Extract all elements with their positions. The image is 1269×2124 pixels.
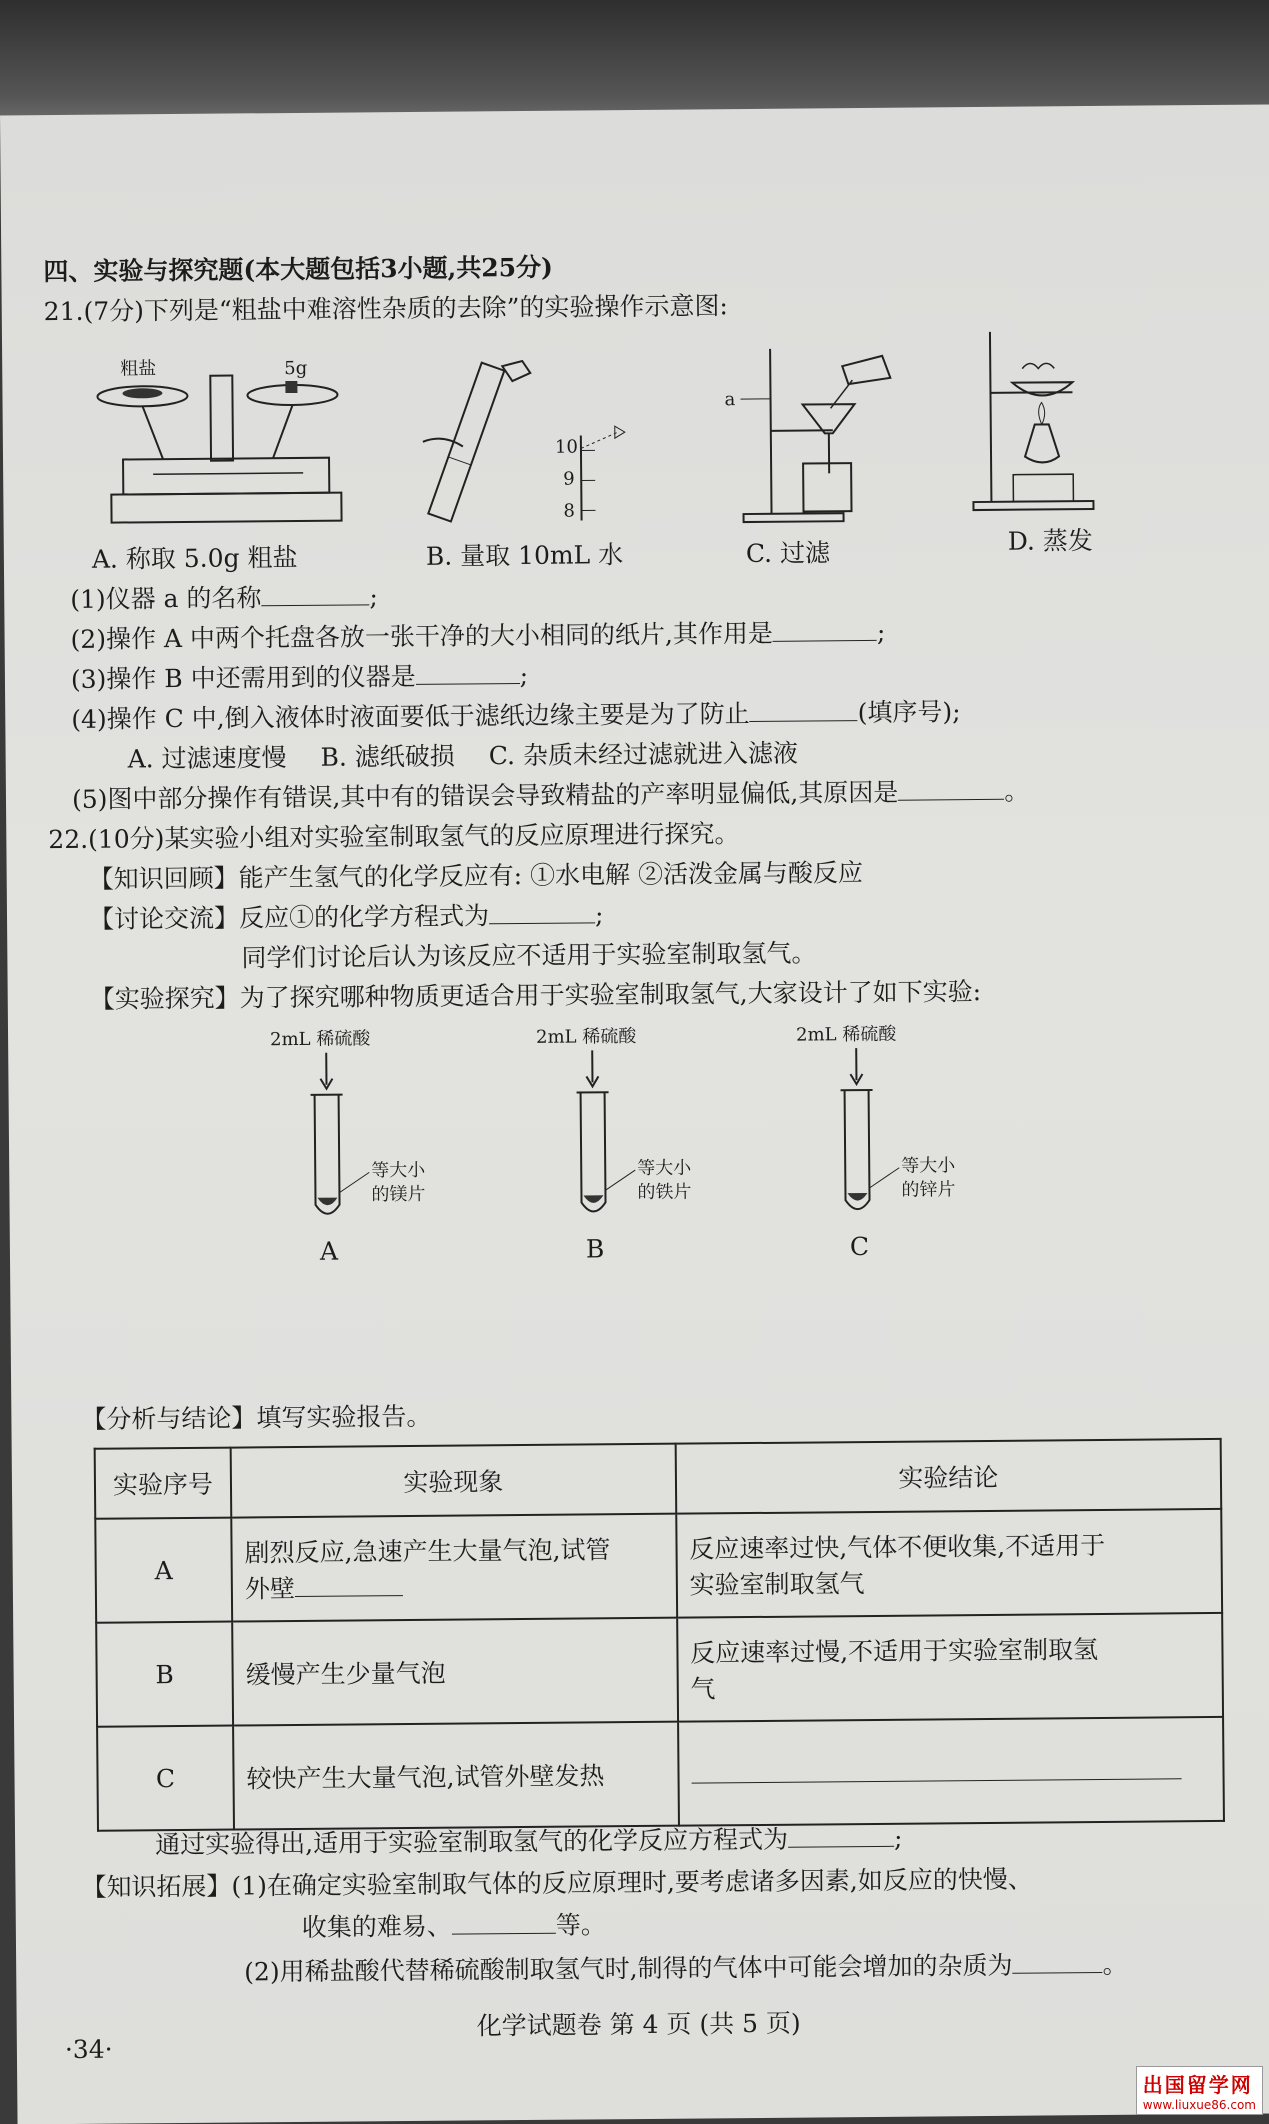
q22-discuss-end: ; — [595, 900, 604, 929]
q22-stem: 22.(10分)某实验小组对实验室制取氢气的反应原理进行探究。 — [48, 817, 739, 857]
q22-extension1b-text: 收集的难易、 — [302, 1912, 452, 1942]
scale-10: 10 — [555, 437, 578, 458]
tube-c-metal-l2: 的锌片 — [901, 1175, 955, 1201]
caption-d: D. 蒸发 — [1008, 524, 1093, 559]
caption-b: B. 量取 10mL 水 — [426, 538, 624, 574]
scale-8: 8 — [563, 501, 575, 522]
watermark-url: www.liuxue86.com — [1143, 2098, 1256, 2112]
top-shadow — [0, 0, 1269, 120]
q22-extension2 — [244, 1948, 1128, 1990]
phenomenon-line1: 剧烈反应,急速产生大量气泡,试管 — [244, 1530, 663, 1570]
q22-analysis: 【分析与结论】填写实验报告。 — [81, 1400, 431, 1437]
q21-part4-text: (4)操作 C 中,倒入液体时液面要低于滤纸边缘主要是为了防止 — [71, 699, 750, 734]
page-number: ·34· — [65, 2033, 113, 2067]
q22-conclusion-end: ; — [894, 1824, 903, 1853]
row-id: A — [95, 1518, 232, 1623]
instrument-a-label: a — [724, 389, 735, 410]
q22-discuss2: 同学们讨论后认为该反应不适用于实验室制取氢气。 — [241, 936, 816, 975]
tube-a-reagent: 2mL 稀硫酸 — [270, 1024, 370, 1051]
tube-a-metal-l2: 的镁片 — [371, 1180, 425, 1206]
watermark-title: 出国留学网 — [1143, 2069, 1256, 2098]
q22-extension1: 【知识拓展】(1)在确定实验室制取气体的反应原理时,要考虑诸多因素,如反应的快慢、 — [81, 1863, 1033, 1905]
tube-b-reagent: 2mL 稀硫酸 — [536, 1022, 636, 1049]
row-phenomenon: 缓慢产生少量气泡 — [232, 1618, 678, 1726]
phenomenon-line2-text: 外壁 — [245, 1574, 295, 1603]
q22-conclusion — [155, 1822, 903, 1863]
crude-salt-label: 粗盐 — [120, 354, 156, 380]
phenomenon-line2 — [245, 1566, 664, 1606]
table-row — [95, 1509, 1222, 1623]
q22-review: 【知识回顾】能产生氢气的化学反应有: ①水电解 ②活泼金属与酸反应 — [89, 856, 864, 897]
tube-b-letter: B — [586, 1232, 605, 1266]
q21-part2-text: (2)操作 A 中两个托盘各放一张干净的大小相同的纸片,其作用是 — [70, 619, 773, 654]
tube-c-reagent: 2mL 稀硫酸 — [796, 1020, 896, 1047]
answer-blank[interactable] — [295, 1571, 403, 1597]
tube-a-metal-l1: 等大小 — [371, 1156, 425, 1182]
conclusion-line1: 反应速率过慢,不适用于实验室制取氢 — [690, 1629, 1210, 1670]
q21-part5-text: (5)图中部分操作有错误,其中有的错误会导致精盐的产率明显偏低,其原因是 — [72, 778, 899, 814]
header-phenomenon: 实验现象 — [231, 1444, 676, 1518]
q22-extension1b — [302, 1908, 606, 1945]
q21-part5-end: 。 — [1004, 777, 1029, 806]
q22-extension1b-end: 等。 — [556, 1910, 606, 1939]
q21-part3-text: (3)操作 B 中还需用到的仪器是 — [71, 662, 416, 694]
answer-blank[interactable] — [1012, 1948, 1102, 1974]
tube-a-letter: A — [320, 1235, 338, 1269]
section-heading: 四、实验与探究题(本大题包括3小题,共25分) — [43, 251, 553, 289]
answer-blank[interactable] — [691, 1754, 1181, 1783]
q21-part4-end: (填序号); — [858, 697, 961, 727]
q22-explore: 【实验探究】为了探究哪种物质更适合用于实验室制取氢气,大家设计了如下实验: — [90, 975, 982, 1017]
answer-blank[interactable] — [452, 1909, 556, 1935]
q21-stem: 21.(7分)下列是“粗盐中难溶性杂质的去除”的实验操作示意图: — [44, 289, 728, 329]
exam-page — [0, 104, 1269, 2124]
q21-part1-end: ; — [369, 582, 378, 611]
q21-part1-text: (1)仪器 a 的名称 — [70, 583, 261, 614]
tube-c-metal-l1: 等大小 — [901, 1151, 955, 1177]
header-conclusion: 实验结论 — [675, 1439, 1221, 1514]
row-id: B — [96, 1622, 233, 1727]
q22-discuss-text: 【讨论交流】反应①的化学方程式为 — [89, 901, 489, 933]
conclusion-line1: 反应速率过快,气体不便收集,不适用于 — [689, 1525, 1209, 1566]
tube-b-metal-l2: 的铁片 — [637, 1178, 691, 1204]
tube-b-metal-l1: 等大小 — [637, 1154, 691, 1180]
answer-blank[interactable] — [788, 1822, 894, 1848]
option-c: C. 杂质未经过滤就进入滤液 — [489, 739, 798, 771]
scale-9: 9 — [563, 469, 575, 490]
table-header-row — [95, 1439, 1222, 1519]
experiment-report-table — [94, 1438, 1225, 1832]
row-phenomenon — [231, 1514, 677, 1622]
conclusion-line2: 气 — [690, 1665, 1210, 1706]
q22-extension2-text: (2)用稀盐酸代替稀硫酸制取氢气时,制得的气体中可能会增加的杂质为 — [244, 1951, 1013, 1987]
test-tubes-drawing — [0, 104, 1269, 1315]
q22-conclusion-text: 通过实验得出,适用于实验室制取氢气的化学反应方程式为 — [155, 1825, 788, 1860]
table-row — [97, 1717, 1224, 1831]
conclusion-line2: 实验室制取氢气 — [689, 1561, 1209, 1602]
row-id: C — [97, 1726, 234, 1831]
header-id: 实验序号 — [95, 1448, 232, 1519]
watermark-logo — [1136, 2066, 1263, 2115]
row-conclusion — [677, 1613, 1223, 1722]
q21-part3-end: ; — [519, 661, 528, 690]
option-a: A. 过滤速度慢 — [128, 743, 287, 773]
caption-a: A. 称取 5.0g 粗盐 — [92, 541, 298, 577]
q21-part2-end: ; — [877, 618, 886, 647]
table-row — [96, 1613, 1223, 1727]
option-b: B. 滤纸破损 — [320, 742, 455, 772]
row-conclusion — [676, 1509, 1222, 1618]
page-footer-title: 化学试题卷 第 4 页 (共 5 页) — [477, 2007, 801, 2044]
caption-c: C. 过滤 — [746, 536, 830, 571]
tube-c-letter: C — [850, 1230, 869, 1264]
weight-5g-label: 5g — [284, 358, 307, 379]
q22-extension2-end: 。 — [1102, 1950, 1127, 1979]
row-conclusion — [678, 1717, 1224, 1826]
row-phenomenon: 较快产生大量气泡,试管外壁发热 — [233, 1722, 679, 1830]
